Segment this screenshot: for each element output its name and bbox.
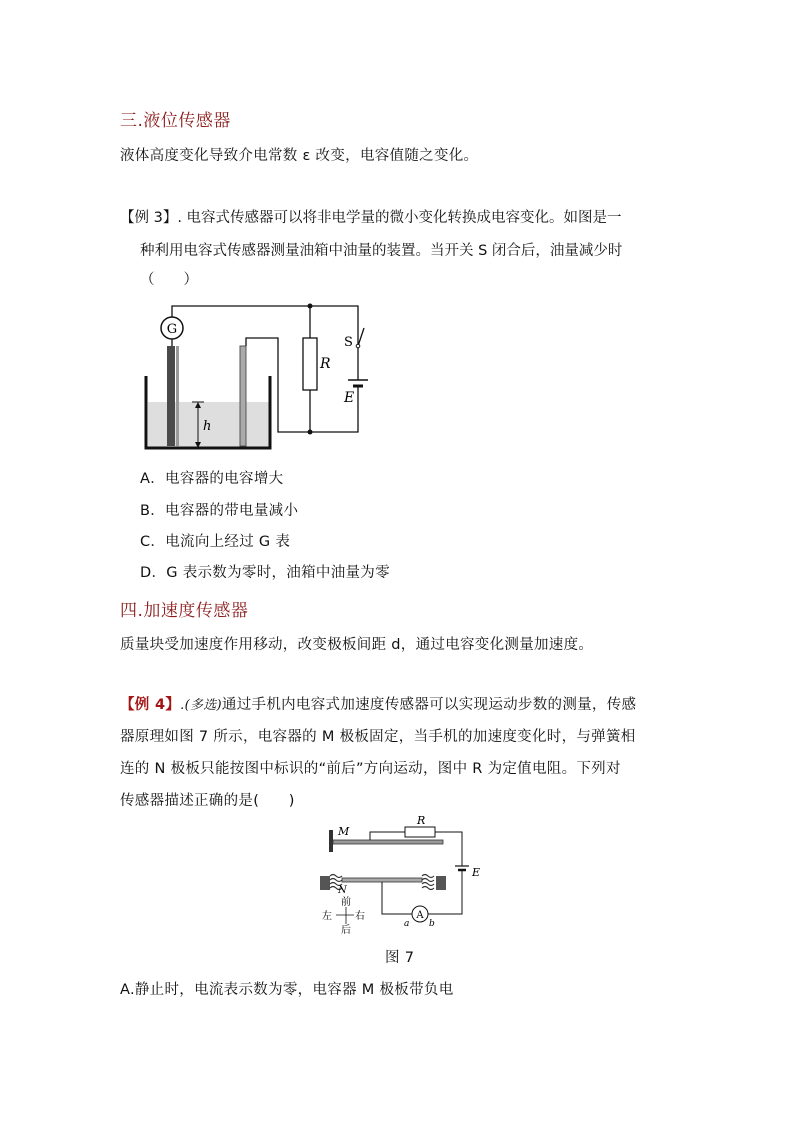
example-4-line-4: 传感器描述正确的是( )	[120, 793, 295, 809]
m-plate	[333, 840, 443, 844]
m-wire	[370, 832, 405, 840]
n-label: N	[338, 885, 347, 896]
capacitive-oil-tank-figure	[128, 298, 388, 456]
switch-lever	[358, 328, 364, 346]
m-support	[329, 830, 333, 852]
resistor	[303, 338, 317, 390]
right-electrode	[240, 346, 246, 446]
example-3-line-2: 种利用电容式传感器测量油箱中油量的装置。当开关 S 闭合后，油量减少时	[140, 243, 623, 259]
battery-label: E	[344, 390, 355, 406]
direction-right: 右	[355, 911, 365, 922]
resistor	[405, 827, 435, 837]
option-b: B．电容器的带电量减小	[140, 503, 299, 519]
example-4-line-1	[120, 693, 636, 714]
example-text: 通过手机内电容式加速度传感器可以实现运动步数的测量，传感	[221, 697, 637, 713]
right-spring-mount	[436, 876, 446, 890]
figure-caption: 图 7	[385, 950, 415, 966]
example-label: 【例 4】	[120, 697, 181, 713]
section-heading-liquid-level: 三.液位传感器	[120, 111, 231, 131]
direction-front: 前	[341, 897, 351, 908]
left-electrode-edge	[176, 346, 179, 446]
right-wire-top	[435, 832, 462, 866]
left-spring-mount	[320, 876, 330, 890]
section-description: 质量块受加速度作用移动，改变极板间距 d，通过电容变化测量加速度。	[120, 637, 594, 653]
option-c: C．电流向上经过 G 表	[140, 534, 291, 550]
h-label: h	[203, 419, 212, 434]
resistor-label: R	[320, 356, 331, 372]
galvanometer-label: G	[166, 322, 178, 337]
direction-back: 后	[341, 925, 351, 936]
junction-dot-top	[308, 304, 313, 309]
example-3-answer-blank: （ ）	[140, 272, 198, 288]
n-plate	[342, 878, 422, 882]
terminal-a-label: a	[404, 919, 410, 929]
example-4-line-3: 连的 N 极板只能按图中标识的“前后”方向运动，图中 R 为定值电阻。下列对	[120, 761, 621, 777]
example-4-line-2: 器原理如图 7 所示，电容器的 M 极板固定，当手机的加速度变化时，与弹簧相	[120, 729, 636, 745]
ammeter-label: A	[416, 910, 424, 921]
terminal-b-label: b	[429, 919, 435, 929]
battery-label: E	[472, 866, 481, 879]
switch-label: S	[344, 335, 353, 350]
accelerometer-figure	[310, 814, 500, 942]
section-description: 液体高度变化导致介电常数 ε 改变，电容值随之变化。	[120, 148, 479, 164]
example-3-line-1	[120, 206, 622, 227]
option-d: D．G 表示数为零时，油箱中油量为零	[140, 565, 390, 581]
multi-select-tag: .(多选)	[180, 698, 222, 713]
direction-left: 左	[322, 911, 332, 922]
option-a: A．电容器的电容增大	[140, 471, 284, 487]
example-label: 【例 3】	[120, 210, 178, 226]
section-heading-acceleration: 四.加速度传感器	[120, 601, 249, 621]
left-electrode	[167, 346, 175, 446]
right-spring	[422, 875, 434, 890]
example-4-option-a: A.静止时，电流表示数为零，电容器 M 极板带负电	[120, 982, 454, 998]
switch-contact	[356, 344, 360, 348]
top-wire	[172, 306, 358, 346]
resistor-label: R	[417, 814, 426, 827]
example-text: . 电容式传感器可以将非电学量的微小变化转换成电容变化。如图是一	[177, 210, 622, 226]
m-label: M	[338, 825, 350, 838]
n-wire	[382, 882, 412, 914]
junction-dot-bottom	[308, 430, 313, 435]
